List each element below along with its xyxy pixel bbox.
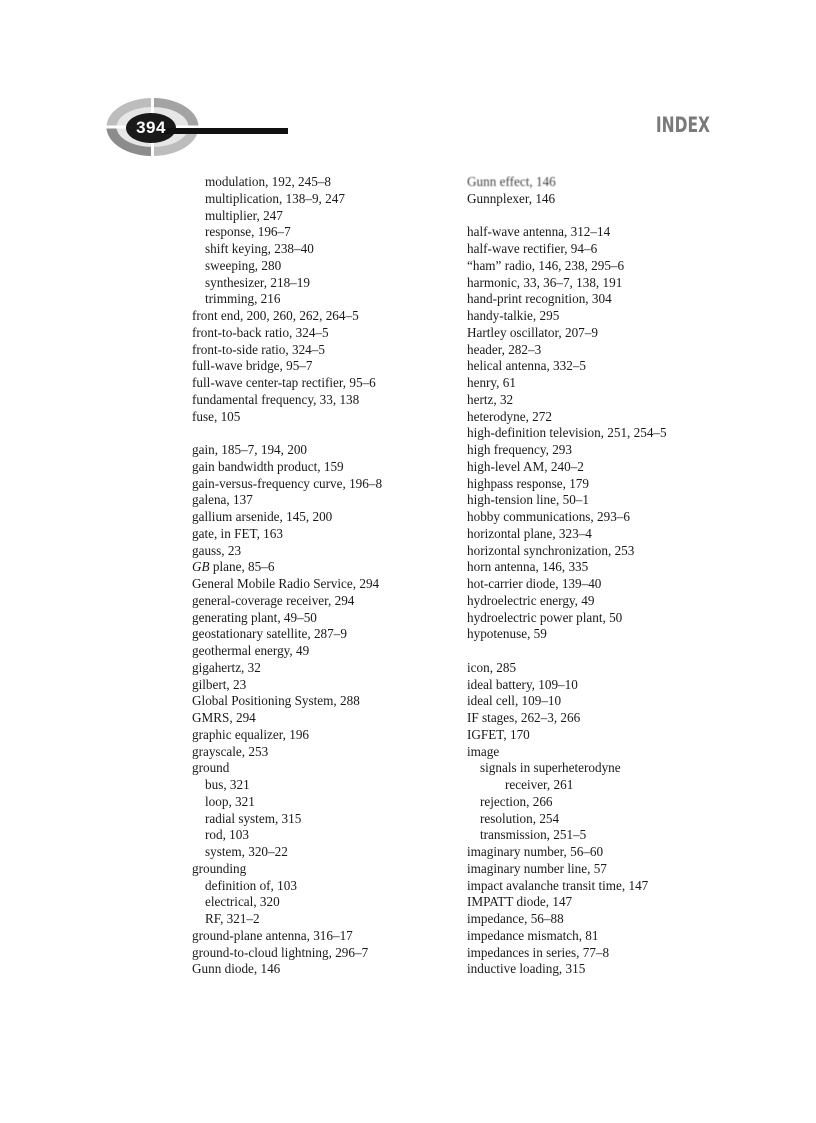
index-entry (192, 945, 442, 962)
index-entry (467, 961, 737, 978)
index-entry-text: gain, 185–7, 194, 200 (192, 442, 308, 457)
index-entry-text: sweeping, 280 (205, 257, 282, 273)
index-column-left (192, 174, 442, 978)
index-entry (192, 643, 442, 660)
index-entry-text: generating plant, 49–50 (192, 609, 317, 625)
index-entry-text: horizontal plane, 323–4 (467, 525, 592, 541)
index-entry-text: Hartley oscillator, 207–9 (467, 324, 598, 340)
index-entry (467, 610, 737, 627)
index-entry-text: ideal cell, 109–10 (467, 693, 562, 709)
index-entry (192, 358, 442, 375)
index-entry-text: henry, 61 (467, 375, 516, 390)
index-entry-text: IF stages, 262–3, 266 (467, 710, 581, 725)
index-entry-text: modulation, 192, 245–8 (205, 174, 332, 189)
index-entry (467, 492, 737, 509)
index-entry (467, 241, 737, 258)
index-entry-text: “ham” radio, 146, 238, 295–6 (467, 257, 625, 273)
index-entry (192, 325, 442, 342)
index-entry (467, 509, 737, 526)
index-subentry (467, 760, 737, 777)
index-subentry (192, 894, 442, 911)
index-entry-text: imaginary number, 56–60 (467, 844, 604, 859)
index-subentry (192, 208, 442, 225)
index-entry-text: fuse, 105 (192, 408, 241, 424)
index-entry-text: Gunn diode, 146 (192, 961, 281, 977)
index-entry (467, 476, 737, 493)
index-entry (467, 409, 737, 426)
index-entry-text: gilbert, 23 (192, 676, 247, 692)
index-entry (467, 174, 737, 191)
index-entry (467, 275, 737, 292)
index-entry-text: hertz, 32 (467, 391, 514, 407)
index-entry-text: graphic equalizer, 196 (192, 726, 310, 742)
header-rule (160, 128, 288, 134)
index-entry (192, 760, 442, 777)
index-entry-italic-term: GB (192, 559, 210, 575)
index-entry (467, 945, 737, 962)
index-entry (467, 878, 737, 895)
index-letter-gap (192, 425, 442, 442)
index-subentry (192, 191, 442, 208)
index-entry-text: impedance, 56–88 (467, 911, 564, 926)
index-subentry (192, 174, 442, 191)
index-entry (467, 191, 737, 208)
index-entry (192, 710, 442, 727)
index-entry (467, 928, 737, 945)
index-subentry (192, 794, 442, 811)
index-entry-text: IGFET, 170 (467, 726, 530, 742)
index-entry-text: grayscale, 253 (192, 743, 269, 759)
index-entry-text: loop, 321 (205, 793, 255, 809)
index-entry (192, 459, 442, 476)
index-entry (467, 626, 737, 643)
index-subentry (192, 291, 442, 308)
index-entry (467, 291, 737, 308)
index-entry-text: galena, 137 (192, 492, 253, 508)
index-entry-text: rejection, 266 (480, 793, 553, 809)
index-entry (467, 576, 737, 593)
index-entry (192, 861, 442, 878)
index-entry-text: response, 196–7 (205, 224, 291, 240)
index-entry-text: gate, in FET, 163 (192, 525, 283, 541)
index-entry-text: multiplier, 247 (205, 207, 283, 223)
index-entry (192, 660, 442, 677)
index-subentry (467, 811, 737, 828)
index-entry (467, 660, 737, 677)
index-entry (467, 459, 737, 476)
index-entry-text: ground-plane antenna, 316–17 (192, 927, 353, 943)
index-subentry (192, 827, 442, 844)
index-entry (192, 409, 442, 426)
index-subentry (192, 275, 442, 292)
index-subentry (192, 844, 442, 861)
index-entry (192, 677, 442, 694)
index-entry (192, 626, 442, 643)
index-entry-text: ground (192, 760, 230, 776)
index-entry-text: multiplication, 138–9, 247 (205, 190, 345, 206)
index-entry-text: helical antenna, 332–5 (467, 358, 587, 374)
index-entry-text: gauss, 23 (192, 542, 242, 558)
index-entry (467, 593, 737, 610)
index-entry-text: General Mobile Radio Service, 294 (192, 576, 380, 591)
index-entry-text: general-coverage receiver, 294 (192, 592, 355, 608)
index-entry-text: handy-talkie, 295 (467, 308, 560, 323)
index-column-right (467, 174, 737, 978)
page-number: 394 (136, 118, 166, 137)
index-entry-text: gain-versus-frequency curve, 196–8 (192, 475, 383, 491)
index-entry (467, 425, 737, 442)
index-entry-text: Gunn effect, 146 (467, 174, 556, 189)
index-entry-text: fundamental frequency, 33, 138 (192, 391, 360, 407)
index-entry (467, 710, 737, 727)
index-entry-text: front end, 200, 260, 262, 264–5 (192, 308, 359, 323)
index-entry (467, 894, 737, 911)
index-entry-text: image (467, 743, 500, 759)
index-entry-text: high-definition television, 251, 254–5 (467, 425, 667, 441)
index-entry (192, 308, 442, 325)
index-entry (192, 526, 442, 543)
index-entry-text: heterodyne, 272 (467, 408, 552, 424)
index-entry (192, 593, 442, 610)
index-entry-text: horizontal synchronization, 253 (467, 542, 635, 558)
index-entry-text: synthesizer, 218–19 (205, 274, 310, 290)
index-entry-text: imaginary number line, 57 (467, 860, 607, 876)
index-entry-text: plane, 85–6 (209, 559, 275, 575)
index-entry (467, 543, 737, 560)
index-entry-text: shift keying, 238–40 (205, 241, 314, 256)
index-entry (192, 392, 442, 409)
index-entry-text: inductive loading, 315 (467, 961, 586, 977)
index-entry-text: hot-carrier diode, 139–40 (467, 576, 602, 591)
index-subentry (192, 258, 442, 275)
index-entry-text: resolution, 254 (480, 810, 560, 826)
index-entry (467, 392, 737, 409)
index-entry-text: high frequency, 293 (467, 442, 572, 457)
index-entry (467, 526, 737, 543)
index-entry (192, 576, 442, 593)
index-entry (192, 543, 442, 560)
index-entry-text: gigahertz, 32 (192, 659, 261, 675)
index-entry (467, 677, 737, 694)
index-entry-text: impedance mismatch, 81 (467, 927, 599, 943)
index-entry-text: transmission, 251–5 (480, 827, 587, 843)
index-entry (192, 476, 442, 493)
index-subentry (192, 224, 442, 241)
index-entry (467, 844, 737, 861)
index-letter-gap (467, 643, 737, 660)
index-entry-text: hobby communications, 293–6 (467, 509, 630, 524)
index-entry-text: highpass response, 179 (467, 475, 589, 491)
index-entry (467, 861, 737, 878)
index-entry (192, 442, 442, 459)
index-entry-text: bus, 321 (205, 777, 250, 792)
index-entry-text: horn antenna, 146, 335 (467, 559, 589, 575)
index-entry (192, 610, 442, 627)
index-entry-text: gain bandwidth product, 159 (192, 458, 344, 474)
index-entry-text: impedances in series, 77–8 (467, 944, 610, 960)
index-subentry (192, 911, 442, 928)
index-entry-text: system, 320–22 (205, 844, 288, 859)
index-entry (467, 325, 737, 342)
index-entry-text: full-wave bridge, 95–7 (192, 358, 313, 374)
index-entry (192, 744, 442, 761)
index-entry (192, 693, 442, 710)
index-entry (467, 442, 737, 459)
index-entry (192, 961, 442, 978)
index-entry (467, 744, 737, 761)
index-entry-text: high-level AM, 240–2 (467, 458, 584, 474)
index-entry (192, 492, 442, 509)
index-entry-text: harmonic, 33, 36–7, 138, 191 (467, 274, 623, 290)
index-entry (467, 911, 737, 928)
index-entry-text: radial system, 315 (205, 810, 302, 826)
index-entry-text: high-tension line, 50–1 (467, 492, 589, 508)
index-entry-text: ground-to-cloud lightning, 296–7 (192, 944, 369, 960)
index-entry (467, 693, 737, 710)
index-entry (467, 559, 737, 576)
index-subentry (467, 777, 737, 794)
index-entry-text: hand-print recognition, 304 (467, 291, 612, 307)
index-entry-text: grounding (192, 860, 247, 876)
index-subentry (192, 241, 442, 258)
index-entry (192, 559, 442, 576)
index-entry-text: geothermal energy, 49 (192, 643, 310, 658)
index-entry-text: gallium arsenide, 145, 200 (192, 509, 333, 524)
index-entry-text: geostationary satellite, 287–9 (192, 626, 347, 642)
index-subentry (192, 811, 442, 828)
index-entry-text: ideal battery, 109–10 (467, 676, 578, 692)
index-entry (467, 342, 737, 359)
index-subentry (192, 777, 442, 794)
index-entry-text: electrical, 320 (205, 894, 280, 910)
running-head: INDEX (655, 113, 710, 137)
index-entry-text: RF, 321–2 (205, 911, 260, 926)
index-entry (192, 509, 442, 526)
index-entry-text: half-wave rectifier, 94–6 (467, 241, 598, 256)
index-entry (467, 308, 737, 325)
index-entry-text: Gunnplexer, 146 (467, 190, 556, 206)
index-entry-text: hypotenuse, 59 (467, 626, 547, 642)
index-entry (467, 224, 737, 241)
index-entry (467, 375, 737, 392)
index-subentry (467, 827, 737, 844)
index-entry-text: hydroelectric energy, 49 (467, 592, 595, 608)
index-entry (467, 358, 737, 375)
index-entry-text: icon, 285 (467, 659, 517, 675)
index-entry (192, 727, 442, 744)
index-entry-text: header, 282–3 (467, 341, 542, 357)
index-entry-text: half-wave antenna, 312–14 (467, 224, 611, 240)
index-entry (192, 928, 442, 945)
index-entry (192, 342, 442, 359)
index-entry-text: impact avalanche transit time, 147 (467, 877, 649, 893)
index-entry (467, 727, 737, 744)
index-entry-text: GMRS, 294 (192, 710, 256, 725)
index-entry-text: hydroelectric power plant, 50 (467, 609, 623, 625)
index-entry-text: receiver, 261 (505, 777, 574, 792)
index-entry-text: Global Positioning System, 288 (192, 693, 360, 709)
index-entry-text: definition of, 103 (205, 877, 297, 893)
index-entry-text: IMPATT diode, 147 (467, 894, 573, 910)
index-subentry (192, 878, 442, 895)
index-entry (467, 258, 737, 275)
index-subentry (467, 794, 737, 811)
index-entry-text: trimming, 216 (205, 291, 281, 307)
index-entry-text: signals in superheterodyne (480, 760, 621, 776)
index-entry-text: front-to-back ratio, 324–5 (192, 324, 329, 340)
index-entry (192, 375, 442, 392)
index-entry-text: full-wave center-tap rectifier, 95–6 (192, 375, 376, 390)
index-entry-text: front-to-side ratio, 324–5 (192, 341, 325, 357)
index-entry-text: rod, 103 (205, 827, 249, 843)
index-letter-gap (467, 208, 737, 225)
